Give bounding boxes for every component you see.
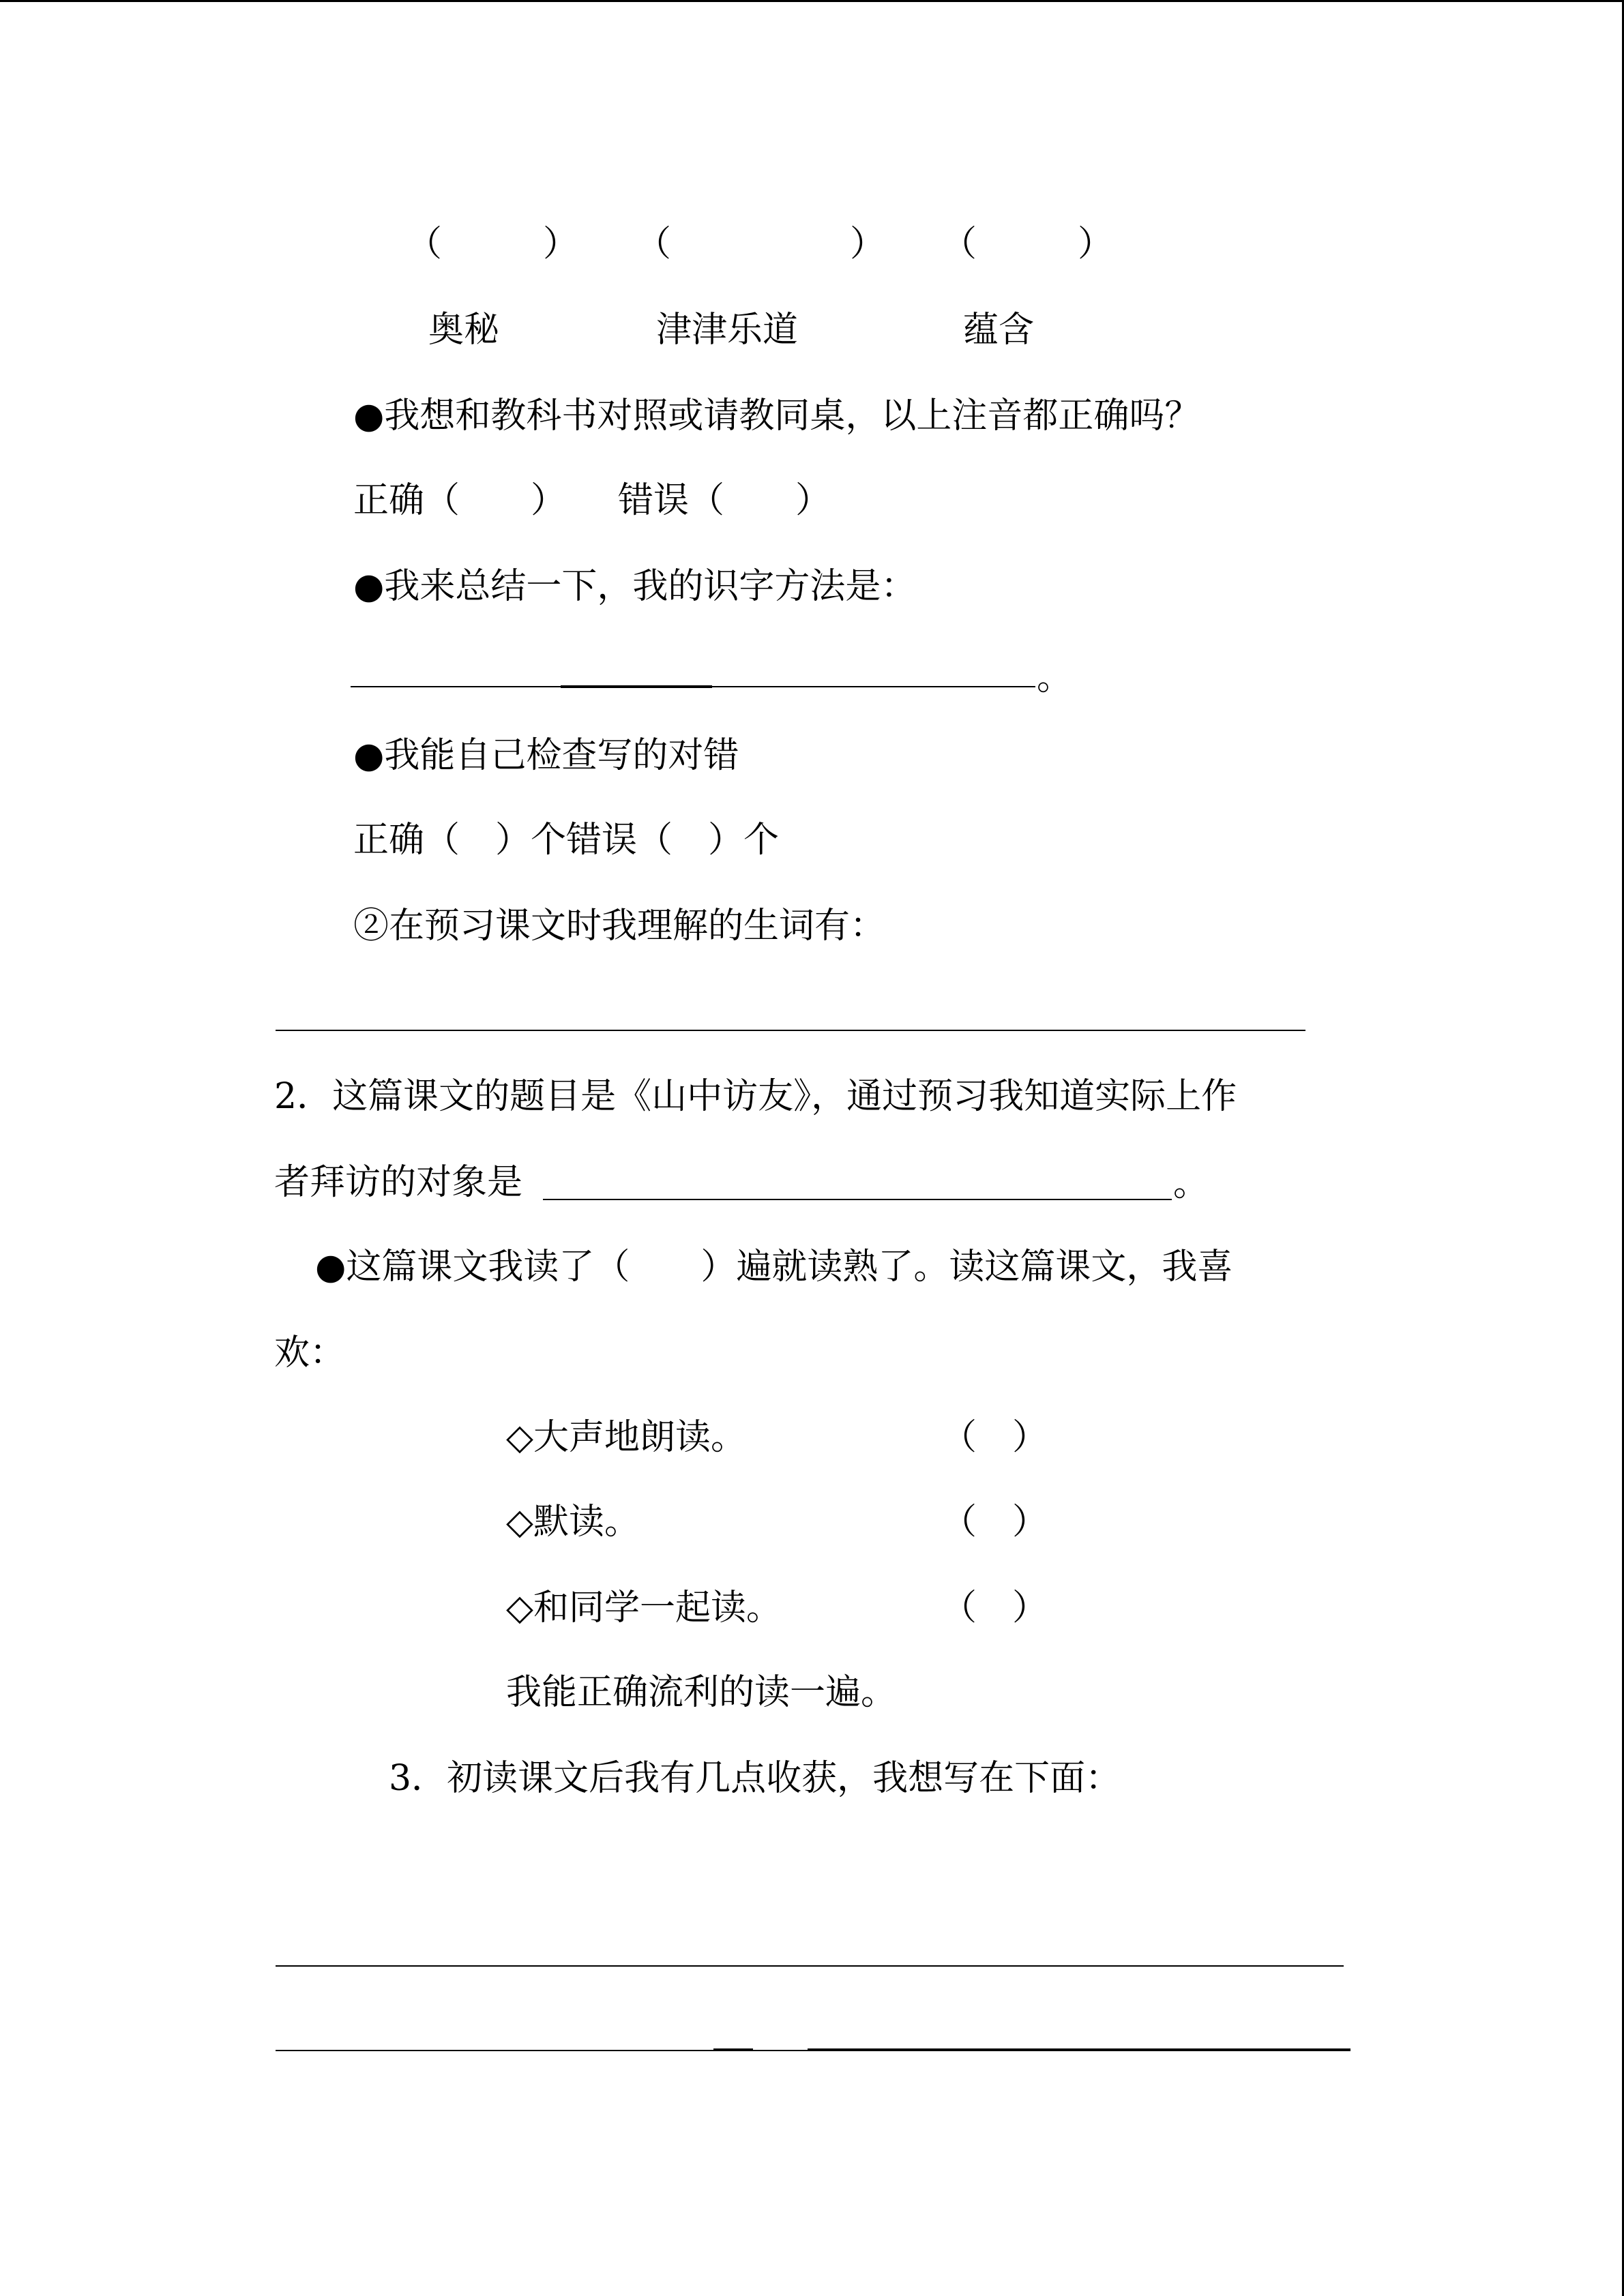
visit-target-answer-line[interactable] (543, 1199, 1172, 1200)
question-2-line-2-prefix: 者拜访的对象是 (274, 1162, 523, 1203)
question-2-period: 。 (1173, 1163, 1209, 1204)
vocab-prompt: ②在预习课文时我理解的生词有： (353, 906, 886, 946)
option-silent-read-bracket[interactable]: （ ） (941, 1502, 1048, 1542)
fluent-reading-line: 我能正确流利的读一遍。 (506, 1672, 897, 1713)
method-answer-line-part1[interactable] (351, 686, 561, 687)
question-3-prompt: 3．初读课文后我有几点收获，我想写在下面： (389, 1758, 1121, 1799)
read-times-line-2: 欢： (274, 1332, 346, 1373)
method-answer-line-part2[interactable] (561, 685, 712, 688)
option-read-together-bracket[interactable]: （ ） (941, 1587, 1048, 1628)
pinyin-bracket-3-open: （ (941, 224, 977, 265)
self-check-prompt: ●我能自己检查写的对错 (353, 735, 739, 776)
pinyin-bracket-1-close: ） (543, 224, 579, 265)
pinyin-bracket-2-open: （ (636, 224, 672, 265)
option-silent-read: ◇默读。 (506, 1502, 640, 1542)
wrong-label: 错误（ ） (618, 480, 831, 521)
method-period: 。 (1037, 657, 1073, 698)
option-read-aloud-bracket[interactable]: （ ） (941, 1417, 1048, 1458)
check-question: ●我想和教科书对照或请教同桌，以上注音都正确吗？ (353, 396, 1200, 436)
harvest-answer-line-2-part1[interactable] (276, 2050, 713, 2051)
harvest-answer-line-1[interactable] (276, 1965, 1344, 1967)
harvest-answer-line-2-part4[interactable] (808, 2048, 1350, 2051)
word-aomi: 奥秘 (428, 310, 500, 351)
method-prompt: ●我来总结一下，我的识字方法是： (353, 566, 917, 607)
pinyin-bracket-3-close: ） (1078, 224, 1114, 265)
pinyin-bracket-2-close: ） (850, 224, 886, 265)
vocab-answer-line[interactable] (276, 1030, 1305, 1031)
pinyin-bracket-1-open: （ (407, 224, 443, 265)
count-line: 正确（ ）个错误（ ）个 (353, 820, 780, 861)
word-jinjinledao: 津津乐道 (656, 310, 799, 351)
correct-label: 正确（ ） (353, 480, 567, 521)
harvest-answer-line-2-part2[interactable] (713, 2048, 753, 2051)
option-read-aloud: ◇大声地朗读。 (506, 1417, 746, 1458)
option-read-together: ◇和同学一起读。 (506, 1587, 782, 1628)
question-2-line-1: 2．这篇课文的题目是《山中访友》，通过预习我知道实际上作 (274, 1076, 1237, 1117)
method-answer-line-part3[interactable] (712, 686, 1035, 687)
page-top-border (0, 0, 1624, 2)
read-times-line-1: ●这篇课文我读了（ ）遍就读熟了。读这篇课文，我喜 (315, 1247, 1233, 1287)
word-yunhan: 蕴含 (963, 310, 1035, 351)
harvest-answer-line-2-part3[interactable] (753, 2050, 808, 2051)
